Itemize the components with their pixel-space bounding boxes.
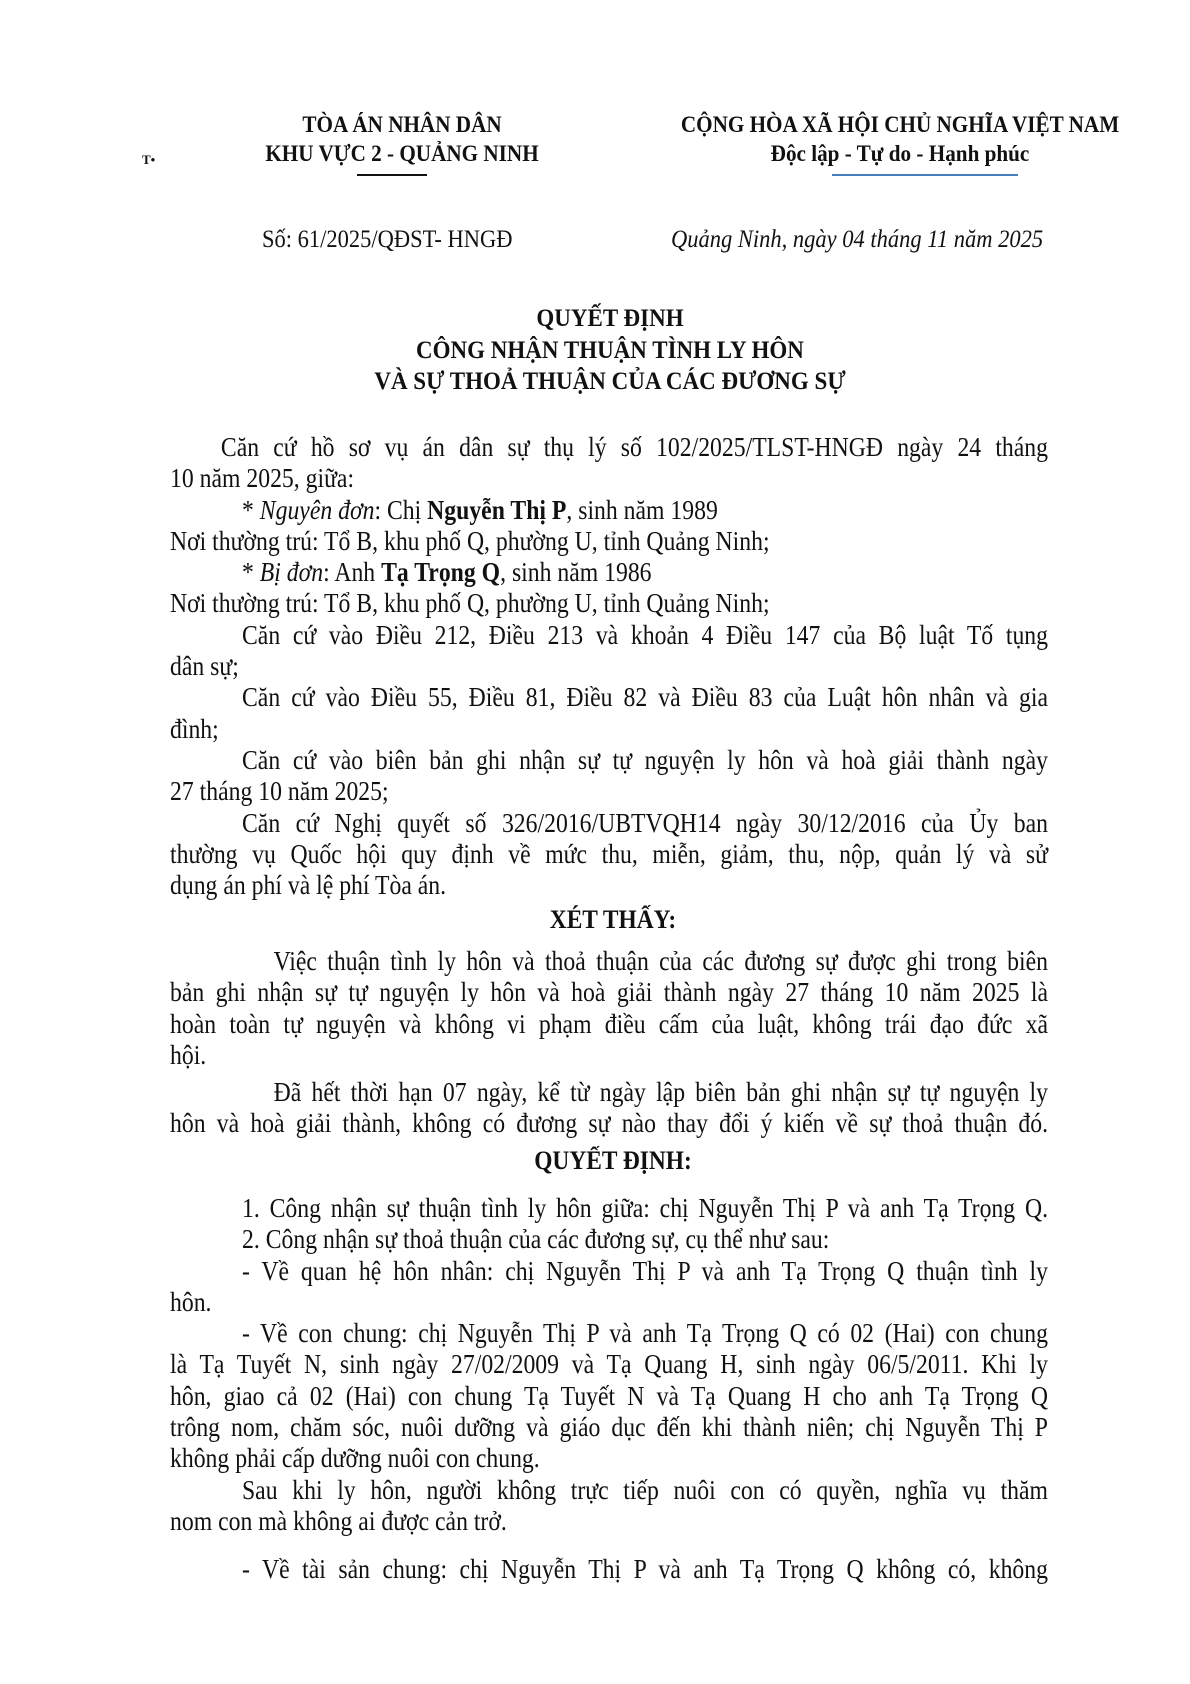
decision-line: Sau khi ly hôn, người không trực tiếp nuôi con có quyền, nghĩa vụ thăm bbox=[241, 1474, 1049, 1505]
defendant-name: Tạ Trọng Q bbox=[381, 557, 501, 588]
legal-basis-section bbox=[170, 432, 1048, 901]
decision-heading: QUYẾT ĐỊNH: bbox=[534, 1146, 692, 1175]
basis-line: Căn cứ Nghị quyết số 326/2016/UBTVQH14 ngày 30/12/2016 của Ủy ban bbox=[241, 807, 1049, 838]
decision-line: không phải cấp dưỡng nuôi con chung. bbox=[170, 1443, 540, 1474]
decision-line: 1. Công nhận sự thuận tình ly hôn giữa: chị Nguyễn Thị P và anh Tạ Trọng Q. bbox=[241, 1193, 1049, 1223]
findings-line: Việc thuận tình ly hôn và thoả thuận của các đương sự được ghi trong biên bbox=[273, 946, 1048, 976]
margin-mark: T• bbox=[142, 152, 156, 167]
court-name bbox=[264, 110, 540, 168]
defendant-address: Nơi thường trú: Tổ B, khu phố Q, phường U, tỉnh Quảng Ninh; bbox=[170, 588, 770, 619]
plaintiff-line bbox=[170, 495, 1048, 526]
title-line-1: QUYẾT ĐỊNH bbox=[536, 305, 684, 332]
defendant-role: Bị đơn bbox=[259, 557, 324, 588]
findings-line: Đã hết thời hạn 07 ngày, kể từ ngày lập biên bản ghi nhận sự tự nguyện ly bbox=[273, 1077, 1048, 1108]
defendant-birth-year: , sinh năm 1986 bbox=[500, 557, 652, 588]
basis-line: Căn cứ hồ sơ vụ án dân sự thụ lý số 102/2025/TLST-HNGĐ ngày 24 tháng bbox=[220, 432, 1048, 462]
basis-line: Căn cứ vào Điều 55, Điều 81, Điều 82 và Điều 83 của Luật hôn nhân và gia bbox=[241, 682, 1049, 713]
title-line-3: VÀ SỰ THOẢ THUẬN CỦA CÁC ĐƯƠNG SỰ bbox=[374, 368, 846, 395]
bullet: * bbox=[241, 494, 260, 525]
defendant-line bbox=[170, 557, 1048, 588]
decision-line: nom con mà không ai được cản trở. bbox=[170, 1505, 507, 1536]
bullet: * bbox=[241, 557, 260, 588]
nation-line-2: Độc lập - Tự do - Hạnh phúc bbox=[770, 141, 1030, 166]
findings-line: hội. bbox=[170, 1039, 207, 1070]
nation-line-1: CỘNG HÒA XÃ HỘI CHỦ NGHĨA VIỆT NAM bbox=[680, 112, 1120, 137]
findings-heading: XÉT THẤY: bbox=[549, 905, 677, 934]
text: : Chị bbox=[374, 494, 428, 525]
decision-line: - Về tài sản chung: chị Nguyễn Thị P và anh Tạ Trọng Q không có, không bbox=[241, 1554, 1049, 1585]
document-number: Số: 61/2025/QĐST- HNGĐ bbox=[262, 226, 513, 253]
plaintiff-role: Nguyên đơn bbox=[259, 494, 375, 525]
basis-line: Căn cứ vào Điều 212, Điều 213 và khoản 4 Điều 147 của Bộ luật Tố tụng bbox=[241, 619, 1049, 650]
text: : Anh bbox=[323, 557, 382, 588]
decision-line: - Về quan hệ hôn nhân: chị Nguyễn Thị P và anh Tạ Trọng Q thuận tình ly bbox=[241, 1255, 1049, 1286]
decision-line: trông nom, chăm sóc, nuôi dưỡng và giáo dục đến khi thành niên; chị Nguyễn Thị P bbox=[170, 1412, 1048, 1443]
basis-line: dân sự; bbox=[170, 651, 239, 682]
findings-line: hôn và hoà giải thành, không có đương sự nào thay đổi ý kiến về sự thoả thuận đó. bbox=[170, 1108, 1048, 1139]
title-line-2: CÔNG NHẬN THUẬN TÌNH LY HÔN bbox=[416, 336, 804, 364]
decision-line: hôn, giao cả 02 (Hai) con chung Tạ Tuyết N và Tạ Quang H cho anh Tạ Trọng Q bbox=[170, 1380, 1048, 1411]
basis-line: dụng án phí và lệ phí Tòa án. bbox=[170, 870, 447, 901]
plaintiff-birth-year: , sinh năm 1989 bbox=[566, 494, 718, 525]
basis-line: 10 năm 2025, giữa: bbox=[170, 463, 355, 494]
national-motto bbox=[661, 110, 1139, 168]
place-date: Quảng Ninh, ngày 04 tháng 11 năm 2025 bbox=[671, 226, 1044, 253]
findings-line: bản ghi nhận sự tự nguyện ly hôn và hoà giải thành ngày 27 tháng 10 năm 2025 là bbox=[170, 977, 1048, 1008]
basis-line: đình; bbox=[170, 713, 219, 744]
decision-line: - Về con chung: chị Nguyễn Thị P và anh Tạ Trọng Q có 02 (Hai) con chung bbox=[241, 1318, 1049, 1349]
document-title bbox=[325, 303, 895, 398]
decision-line: 2. Công nhận sự thoả thuận của các đương sự, cụ thể như sau: bbox=[241, 1224, 830, 1255]
basis-line: thường vụ Quốc hội quy định về mức thu, miễn, giảm, thu, nộp, quản lý và sử bbox=[170, 838, 1048, 869]
plaintiff-name: Nguyễn Thị P bbox=[427, 494, 567, 525]
decision-line: là Tạ Tuyết N, sinh ngày 27/02/2009 và Tạ Quang H, sinh ngày 06/5/2011. Khi ly bbox=[170, 1349, 1048, 1380]
court-line-2: KHU VỰC 2 - QUẢNG NINH bbox=[265, 141, 539, 166]
court-line-1: TÒA ÁN NHÂN DÂN bbox=[302, 112, 502, 137]
court-underline bbox=[357, 174, 427, 176]
decision-section bbox=[170, 1193, 1048, 1586]
motto-underline bbox=[832, 174, 1018, 176]
plaintiff-address: Nơi thường trú: Tổ B, khu phố Q, phường U, tỉnh Quảng Ninh; bbox=[170, 525, 770, 556]
findings-line: hoàn toàn tự nguyện và không vi phạm điều cấm của luật, không trái đạo đức xã bbox=[170, 1008, 1048, 1039]
decision-line: hôn. bbox=[170, 1286, 212, 1317]
findings-section bbox=[170, 946, 1048, 1140]
basis-line: Căn cứ vào biên bản ghi nhận sự tự nguyện ly hôn và hoà giải thành ngày bbox=[241, 744, 1049, 775]
basis-line: 27 tháng 10 năm 2025; bbox=[170, 776, 389, 807]
